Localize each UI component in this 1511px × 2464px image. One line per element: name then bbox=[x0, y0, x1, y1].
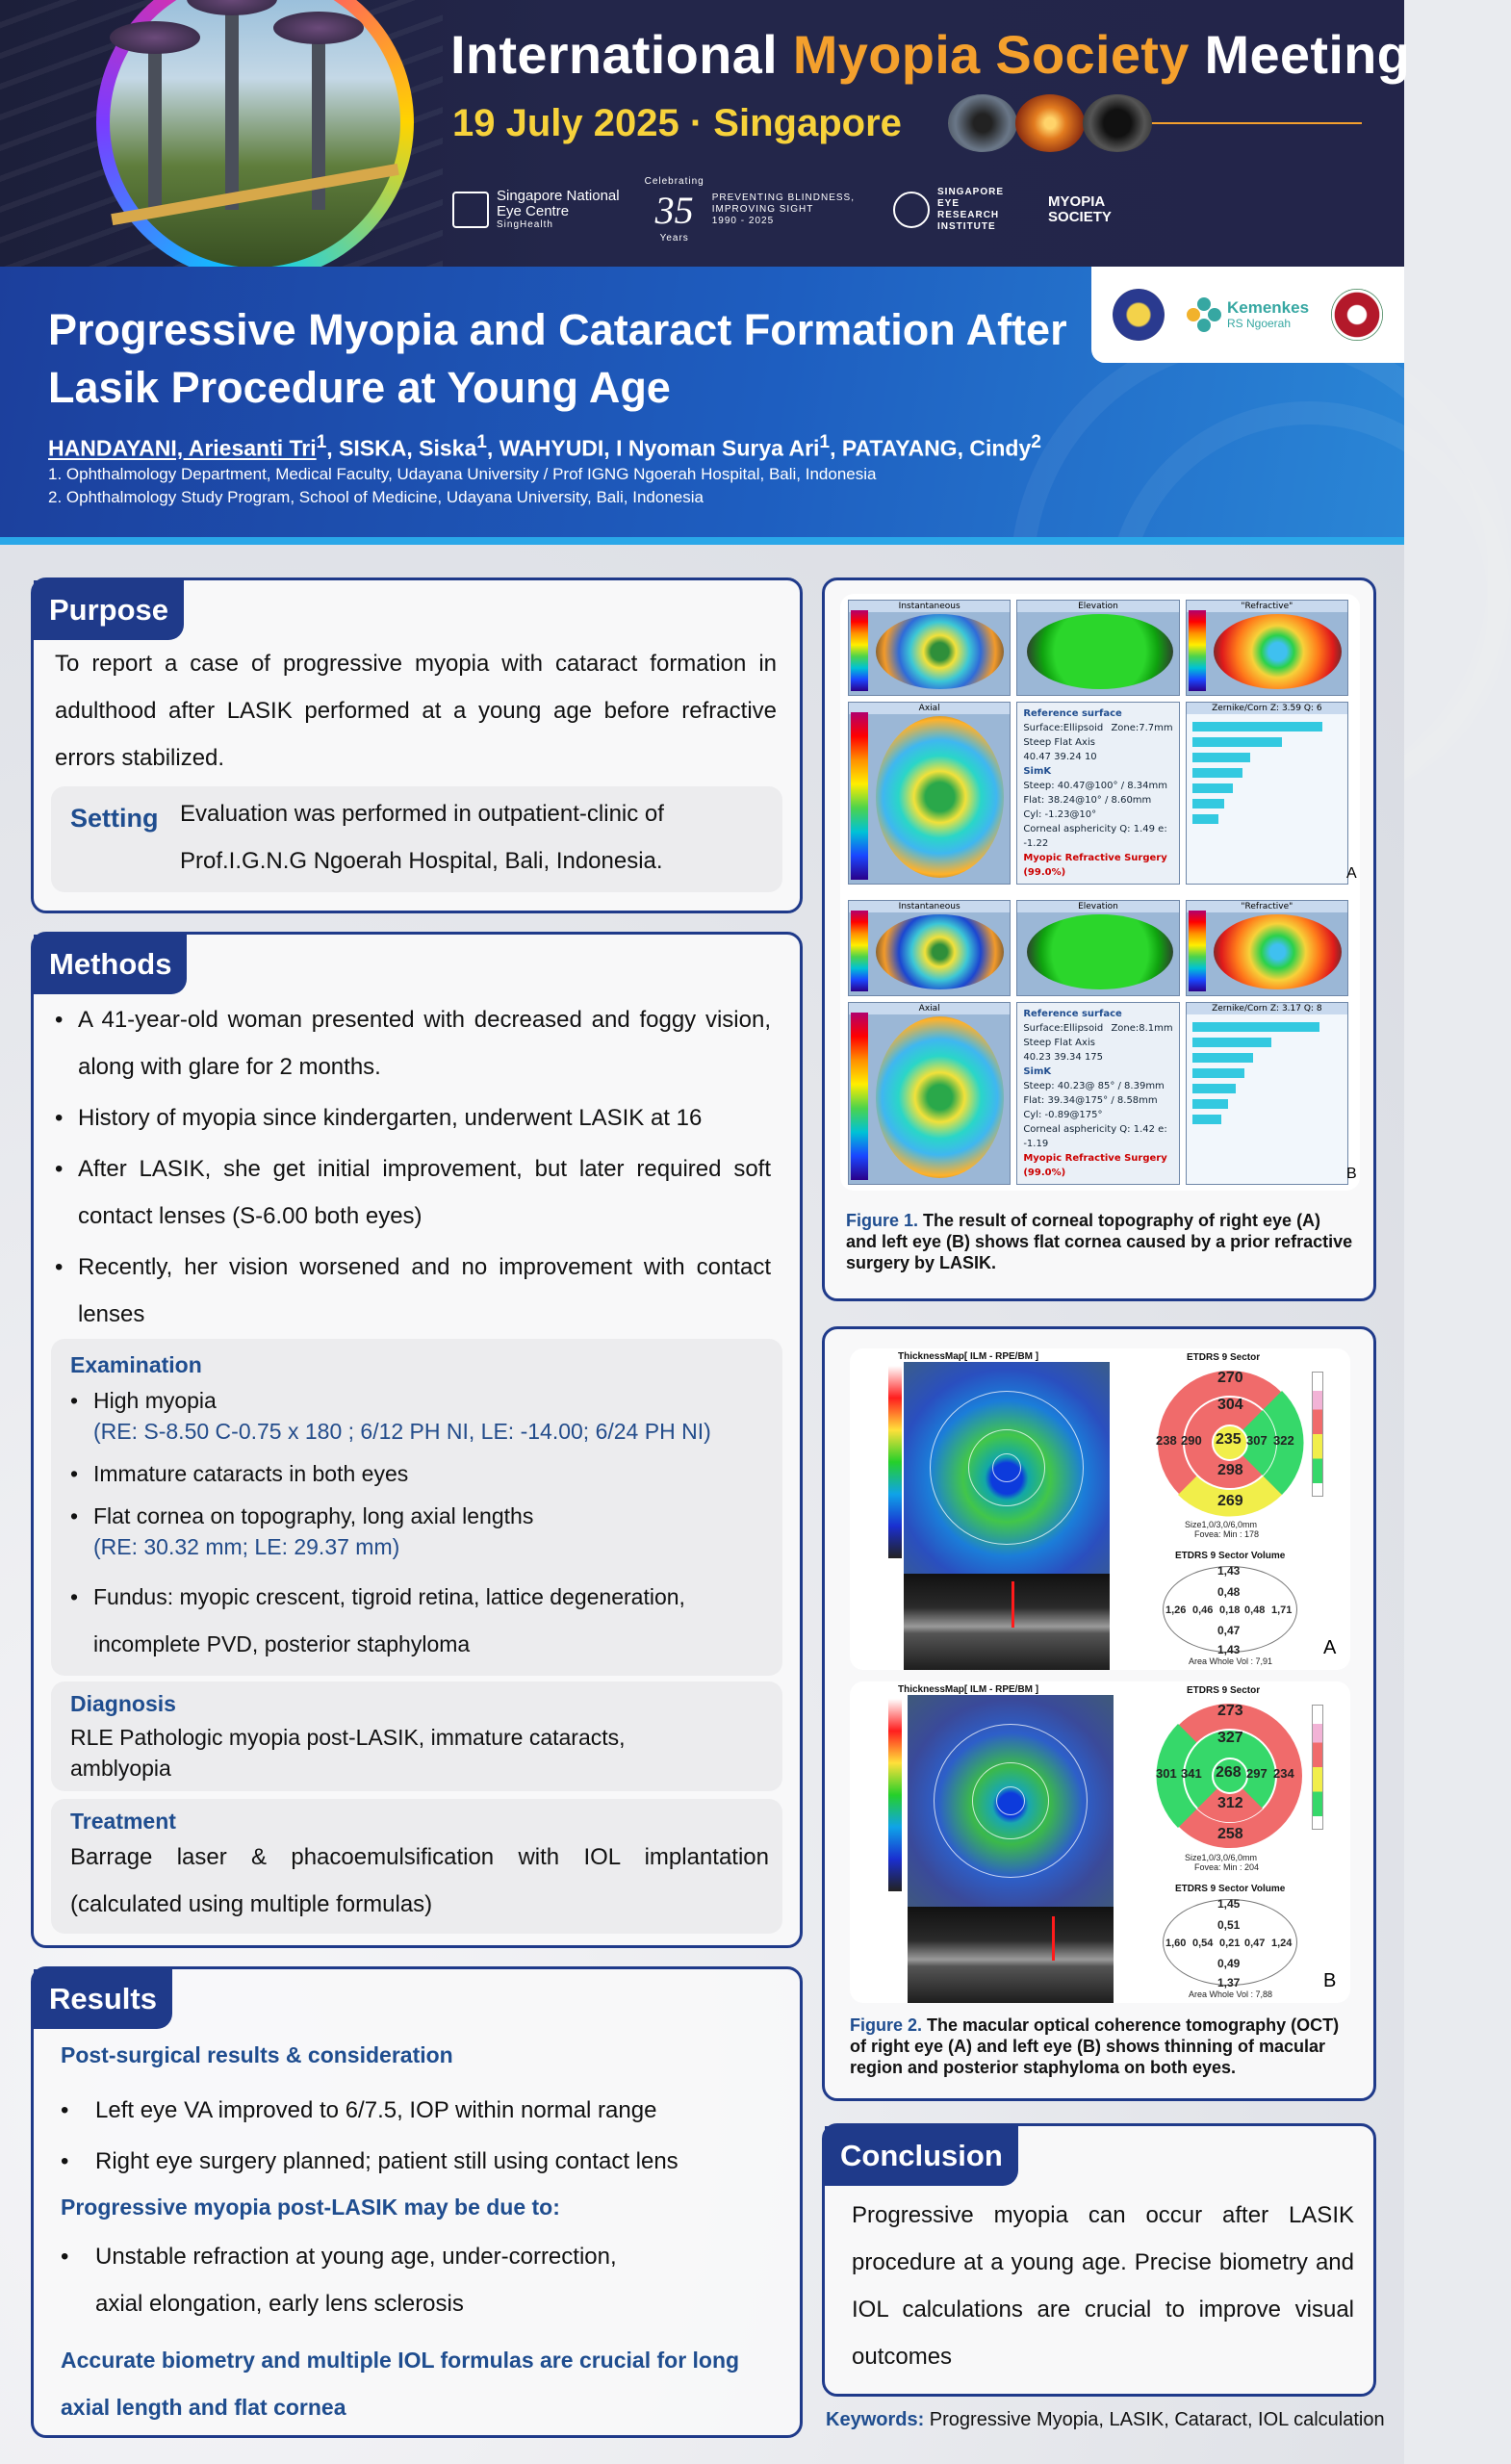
author-2: , SISKA, Siska bbox=[326, 435, 477, 461]
fovea-min: Fovea: Min : 204 bbox=[1194, 1862, 1260, 1872]
staphyloma-arrow bbox=[1052, 1916, 1055, 1961]
topo-map-instantaneous bbox=[848, 900, 1011, 996]
percentile-scale bbox=[1312, 1372, 1323, 1497]
sector-size: Size1,0/3,0/6,0mm bbox=[1185, 1853, 1258, 1862]
sector-value: 307 bbox=[1246, 1433, 1268, 1448]
volume-value: 1,43 bbox=[1217, 1643, 1241, 1656]
conference-title-part1: International bbox=[450, 24, 793, 85]
eye-photo-1 bbox=[948, 94, 1017, 152]
methods-item: • Recently, her vision worsened and no improvement with contact lenses bbox=[55, 1244, 771, 1338]
conclusion-text: Progressive myopia can occur after LASIK procedure at a young age. Precise biometry and IOL calculations are crucial to improve visual outcomes bbox=[852, 2202, 1354, 2370]
zernike-bars bbox=[1186, 702, 1348, 885]
volume-value: 0,18 bbox=[1219, 1604, 1241, 1616]
sector-value: 301 bbox=[1156, 1766, 1177, 1781]
supertree-image bbox=[110, 0, 400, 268]
sector-value: 341 bbox=[1181, 1766, 1202, 1781]
simk-flat: Flat: 39.34@175° / 8.58mm bbox=[1023, 1095, 1158, 1106]
conference-title-part2: Meeting bbox=[1189, 24, 1411, 85]
fig1-letter-b: B bbox=[1346, 1166, 1357, 1182]
examination-heading: Examination bbox=[70, 1352, 202, 1377]
poster-header bbox=[0, 267, 1404, 545]
sector-value: 327 bbox=[1217, 1730, 1243, 1746]
tagline: PREVENTING BLINDNESS, IMPROVING SIGHT bbox=[711, 192, 856, 215]
etdrs-volume-title: ETDRS 9 Sector Volume bbox=[1175, 1551, 1286, 1561]
methods-panel bbox=[31, 932, 803, 1948]
volume-value: 0,47 bbox=[1244, 1938, 1266, 1949]
zernike-bar bbox=[1192, 1068, 1244, 1078]
zernike-bar bbox=[1192, 1084, 1236, 1093]
author-2-affil: 1 bbox=[476, 432, 487, 452]
zone-size: Zone:8.1mm bbox=[1111, 1023, 1173, 1034]
topo-map-title: Elevation bbox=[1017, 901, 1178, 912]
surface-type: Surface:Ellipsoid bbox=[1023, 723, 1104, 733]
classification: Myopic Refractive Surgery (99.0%) bbox=[1023, 853, 1167, 878]
volume-value: 0,21 bbox=[1219, 1938, 1241, 1949]
zernike-bar bbox=[1192, 753, 1250, 762]
results-item: • Unstable refraction at young age, under-correction, axial elongation, early lens sclerosis bbox=[61, 2233, 657, 2327]
results-panel bbox=[31, 1966, 803, 2438]
sector-size: Size1,0/3,0/6,0mm bbox=[1185, 1520, 1258, 1529]
topo-map-instantaneous bbox=[848, 600, 1011, 696]
sector-value: 304 bbox=[1217, 1397, 1243, 1413]
seri-logo bbox=[893, 187, 1004, 233]
sector-value: 298 bbox=[1217, 1462, 1243, 1478]
fundus-photo bbox=[1015, 94, 1085, 152]
simk-flat: Flat: 38.24@10° / 8.60mm bbox=[1023, 795, 1152, 806]
conference-date: 19 July 2025 · Singapore bbox=[452, 102, 902, 144]
keywords-text: Progressive Myopia, LASIK, Cataract, IOL calculation bbox=[924, 2409, 1385, 2430]
snec-icon bbox=[452, 192, 489, 228]
author-1-affil: 1 bbox=[316, 432, 327, 452]
data-columns: Steep Flat Axis bbox=[1023, 737, 1095, 748]
purpose-heading: Purpose bbox=[34, 580, 184, 640]
data-values: 40.23 39.34 175 bbox=[1023, 1052, 1104, 1063]
eye-images-strip bbox=[948, 94, 1304, 152]
conference-title bbox=[450, 23, 1410, 86]
supertree-1 bbox=[148, 46, 162, 210]
etdrs-volume-title: ETDRS 9 Sector Volume bbox=[1175, 1884, 1286, 1894]
zernike-bars bbox=[1186, 1002, 1348, 1185]
topo-map-title: Instantaneous bbox=[849, 901, 1010, 912]
zernike-bar bbox=[1192, 737, 1282, 747]
results-heading: Results bbox=[34, 1969, 172, 2029]
zernike-bar bbox=[1192, 768, 1243, 778]
fig2-letter-a: A bbox=[1323, 1637, 1337, 1658]
exam-item-text: Immature cataracts in both eyes bbox=[93, 1461, 409, 1486]
topo-map-title: "Refractive" bbox=[1187, 901, 1347, 912]
exam-item-detail: (RE: 30.32 mm; LE: 29.37 mm) bbox=[93, 1534, 400, 1559]
35-years-logo bbox=[645, 176, 855, 244]
zernike-z: Z: 3.59 Q: 6 bbox=[1269, 704, 1322, 713]
treatment-box bbox=[51, 1799, 782, 1934]
topo-map-title: Instantaneous bbox=[849, 601, 1010, 612]
oct-map-title: ThicknessMap[ ILM - RPE/BM ] bbox=[898, 1351, 1039, 1362]
staphyloma-arrow bbox=[1012, 1581, 1014, 1628]
topo-map-title: Elevation bbox=[1017, 601, 1178, 612]
volume-total: Area Whole Vol : 7,88 bbox=[1189, 1989, 1273, 1999]
oct-color-scale bbox=[888, 1366, 902, 1558]
exam-item-detail: (RE: S-8.50 C-0.75 x 180 ; 6/12 PH NI, LE: -14.00; 6/24 PH NI) bbox=[93, 1419, 711, 1444]
author-1: HANDAYANI, Ariesanti Tri bbox=[48, 435, 317, 461]
methods-heading: Methods bbox=[34, 935, 187, 994]
oct-bscan bbox=[904, 1574, 1110, 1670]
sector-value: 322 bbox=[1273, 1433, 1294, 1448]
data-columns: Steep Flat Axis bbox=[1023, 1038, 1095, 1048]
zernike-bar bbox=[1192, 1115, 1221, 1124]
conclusion-panel bbox=[822, 2123, 1376, 2397]
zernike-bar bbox=[1192, 1022, 1319, 1032]
tagline-years: 1990 - 2025 bbox=[711, 216, 775, 226]
ims-logo bbox=[1048, 194, 1112, 225]
author-3-affil: 1 bbox=[819, 432, 831, 452]
zernike-bar bbox=[1192, 722, 1322, 732]
zernike-z: Z: 3.17 Q: 8 bbox=[1269, 1004, 1322, 1014]
data-values: 40.47 39.24 10 bbox=[1023, 752, 1097, 762]
exam-item-text: High myopia bbox=[93, 1388, 217, 1413]
examination-list bbox=[70, 1385, 769, 1668]
diagnosis-text: RLE Pathologic myopia post-LASIK, immature cataracts, amblyopia bbox=[70, 1725, 626, 1781]
results-list-1 bbox=[61, 2085, 754, 2187]
figure2-caption-text: The macular optical coherence tomography (OCT) of right eye (A) and left eye (B) shows thinning of macular region and posterior staphyloma on both eyes. bbox=[850, 2015, 1340, 2077]
volume-total: Area Whole Vol : 7,91 bbox=[1189, 1656, 1273, 1666]
purpose-panel bbox=[31, 578, 803, 913]
zernike-header bbox=[1187, 1003, 1347, 1014]
figure2-panel bbox=[822, 1326, 1376, 2101]
volume-value: 0,51 bbox=[1217, 1918, 1241, 1932]
results-subheading-1: Post-surgical results & consideration bbox=[61, 2042, 453, 2067]
simk-cyl: Cyl: -0.89@175° bbox=[1023, 1110, 1103, 1120]
affiliation-2: 2. Ophthalmology Study Program, School of Medicine, Udayana University, Bali, Indonesia bbox=[48, 488, 704, 506]
volume-value: 1,24 bbox=[1271, 1938, 1293, 1949]
oct-thickness-map bbox=[904, 1362, 1110, 1574]
volume-value: 1,43 bbox=[1217, 1564, 1241, 1578]
results-subheading-2: Progressive myopia post-LASIK may be due to: bbox=[61, 2194, 560, 2220]
sector-value: 235 bbox=[1216, 1431, 1242, 1448]
corneal-asphericity: Corneal asphericity Q: 1.49 e: -1.22 bbox=[1023, 824, 1167, 849]
kemenkes-logo bbox=[1187, 297, 1309, 332]
sector-value: 270 bbox=[1217, 1370, 1243, 1386]
oct-right-eye bbox=[850, 1348, 1350, 1670]
poster-title: Progressive Myopia and Cataract Formation After Lasik Procedure at Young Age bbox=[48, 305, 1067, 412]
topo-data-table bbox=[1016, 1002, 1179, 1185]
snec-sub: SingHealth bbox=[497, 219, 553, 230]
topo-map-elevation bbox=[1016, 600, 1179, 696]
zernike-bar bbox=[1192, 1099, 1229, 1109]
sector-value: 273 bbox=[1217, 1703, 1243, 1719]
sponsor-logos bbox=[1091, 267, 1404, 363]
simk-steep: Steep: 40.23@ 85° / 8.39mm bbox=[1023, 1081, 1165, 1091]
results-item: • Left eye VA improved to 6/7.5, IOP within normal range bbox=[61, 2085, 754, 2136]
topo-data-table bbox=[1016, 702, 1179, 885]
zernike-bar bbox=[1192, 1053, 1253, 1063]
partner-logos bbox=[452, 175, 1112, 244]
zernike-title: Zernike/Corn bbox=[1212, 1004, 1268, 1014]
eye-photo-3 bbox=[1083, 94, 1152, 152]
topography-right-eye bbox=[848, 600, 1348, 885]
seri-icon bbox=[893, 192, 930, 228]
conference-banner bbox=[0, 0, 1411, 267]
volume-value: 1,45 bbox=[1217, 1897, 1241, 1911]
figure1-panel bbox=[822, 578, 1376, 1301]
treatment-text: Barrage laser & phacoemulsification with IOL implantation (calculated using multiple formulas) bbox=[70, 1844, 769, 1917]
oct-left-eye bbox=[850, 1681, 1350, 2003]
topo-map-title: Axial bbox=[849, 703, 1010, 714]
sector-value: 312 bbox=[1217, 1795, 1243, 1811]
header-bottom-bar bbox=[0, 537, 1404, 545]
methods-item: • After LASIK, she get initial improvement, but later required soft contact lenses (S-6.00 both eyes) bbox=[55, 1145, 771, 1240]
zone-size: Zone:7.7mm bbox=[1111, 723, 1173, 733]
volume-value: 0,46 bbox=[1192, 1604, 1214, 1616]
volume-value: 0,49 bbox=[1217, 1957, 1241, 1970]
oct-color-scale bbox=[888, 1699, 902, 1891]
exam-item: • High myopia (RE: S-8.50 C-0.75 x 180 ; 6/12 PH NI, LE: -14.00; 6/24 PH NI) bbox=[70, 1388, 711, 1444]
volume-value: 0,47 bbox=[1217, 1624, 1241, 1637]
simk-steep: Steep: 40.47@100° / 8.34mm bbox=[1023, 781, 1167, 791]
examination-box bbox=[51, 1339, 782, 1676]
zernike-bar bbox=[1192, 1038, 1272, 1047]
corneal-topography bbox=[840, 594, 1360, 1191]
results-list-2 bbox=[61, 2233, 657, 2327]
methods-list bbox=[55, 996, 771, 1338]
kemenkes-name: Kemenkes bbox=[1226, 298, 1310, 317]
corneal-asphericity: Corneal asphericity Q: 1.42 e: -1.19 bbox=[1023, 1124, 1167, 1149]
purpose-text: To report a case of progressive myopia with cataract formation in adulthood after LASIK performed at a young age before refractive errors stabilized. bbox=[55, 651, 777, 771]
simk-label: SimK bbox=[1023, 766, 1052, 777]
classification: Myopic Refractive Surgery (99.0%) bbox=[1023, 1153, 1167, 1178]
author-list bbox=[48, 432, 1041, 462]
sector-value: 258 bbox=[1217, 1826, 1243, 1842]
years-number: 35 bbox=[654, 188, 694, 232]
figure1-caption bbox=[846, 1210, 1356, 1273]
topo-map-refractive bbox=[1186, 600, 1348, 696]
topo-map-title: Axial bbox=[849, 1003, 1010, 1014]
sector-value: 238 bbox=[1156, 1433, 1177, 1448]
etdrs-sector-title: ETDRS 9 Sector bbox=[1187, 1685, 1261, 1696]
zernike-bar bbox=[1192, 814, 1218, 824]
exam-item: • Flat cornea on topography, long axial lengths (RE: 30.32 mm; LE: 29.37 mm) bbox=[70, 1503, 534, 1559]
topography-left-eye bbox=[848, 900, 1348, 1185]
topo-map-axial bbox=[848, 702, 1011, 885]
volume-value: 1,37 bbox=[1217, 1976, 1241, 1989]
ref-surface-label: Reference surface bbox=[1023, 708, 1122, 719]
volume-value: 0,48 bbox=[1217, 1585, 1241, 1599]
results-item: • Right eye surgery planned; patient still using contact lens bbox=[61, 2136, 754, 2187]
volume-value: 1,26 bbox=[1165, 1604, 1187, 1616]
exam-item-text: Flat cornea on topography, long axial lengths bbox=[93, 1503, 534, 1528]
figure2-label: Figure 2. bbox=[850, 2015, 923, 2035]
fovea-min: Fovea: Min : 178 bbox=[1194, 1529, 1260, 1539]
setting-label: Setting bbox=[70, 804, 159, 833]
affiliation-1: 1. Ophthalmology Department, Medical Faculty, Udayana University / Prof IGNG Ngoerah Hospital, Bali, Indonesia bbox=[48, 465, 877, 483]
zernike-header bbox=[1187, 703, 1347, 714]
zernike-bar bbox=[1192, 799, 1224, 808]
oct-thickness-map bbox=[908, 1695, 1114, 1907]
hospital-seal bbox=[1331, 289, 1383, 341]
treatment-heading: Treatment bbox=[70, 1809, 176, 1834]
fig2-letter-b: B bbox=[1323, 1970, 1337, 1991]
simk-label: SimK bbox=[1023, 1066, 1052, 1077]
snec-logo bbox=[452, 189, 620, 231]
topo-map-title: "Refractive" bbox=[1187, 601, 1347, 612]
methods-item: • A 41-year-old woman presented with decreased and foggy vision, along with glare for 2 months. bbox=[55, 996, 771, 1091]
zernike-bar bbox=[1192, 783, 1233, 793]
ref-surface-label: Reference surface bbox=[1023, 1009, 1122, 1019]
celebrating-label: Celebrating bbox=[644, 175, 704, 187]
years-word: Years bbox=[659, 232, 689, 244]
setting-text: Evaluation was performed in outpatient-clinic of Prof.I.G.N.G Ngoerah Hospital, Bali, Indonesia. bbox=[180, 801, 664, 874]
sector-value: 268 bbox=[1216, 1764, 1242, 1781]
simk-cyl: Cyl: -1.23@10° bbox=[1023, 809, 1097, 820]
volume-value: 0,54 bbox=[1192, 1938, 1214, 1949]
volume-value: 0,48 bbox=[1244, 1604, 1266, 1616]
figure1-caption-text: The result of corneal topography of right eye (A) and left eye (B) shows flat cornea caused by a prior refractive surgery by LASIK. bbox=[846, 1211, 1353, 1272]
oct-map-title: ThicknessMap[ ILM - RPE/BM ] bbox=[898, 1684, 1039, 1695]
etdrs-sector-title: ETDRS 9 Sector bbox=[1187, 1352, 1261, 1363]
methods-item: • History of myopia since kindergarten, underwent LASIK at 16 bbox=[55, 1094, 771, 1142]
percentile-scale bbox=[1312, 1705, 1323, 1830]
topo-map-axial bbox=[848, 1002, 1011, 1185]
sector-value: 269 bbox=[1217, 1493, 1243, 1509]
setting-box bbox=[51, 786, 782, 892]
keywords-line bbox=[826, 2409, 1385, 2431]
conference-title-accent: Myopia Society bbox=[792, 24, 1190, 85]
figure1-label: Figure 1. bbox=[846, 1211, 919, 1230]
university-seal bbox=[1113, 289, 1165, 341]
keywords-label: Keywords: bbox=[826, 2409, 925, 2430]
author-4: , PATAYANG, Cindy bbox=[830, 435, 1032, 461]
diagnosis-heading: Diagnosis bbox=[70, 1691, 176, 1716]
figure2-caption bbox=[850, 2015, 1360, 2078]
exam-item-text: Fundus: myopic crescent, tigroid retina, lattice degeneration, incomplete PVD, posterior staphyloma bbox=[93, 1584, 685, 1656]
diagnosis-box bbox=[51, 1681, 782, 1791]
topo-map-refractive bbox=[1186, 900, 1348, 996]
volume-value: 1,71 bbox=[1271, 1604, 1293, 1616]
conclusion-heading: Conclusion bbox=[825, 2126, 1018, 2186]
zernike-title: Zernike/Corn bbox=[1212, 704, 1268, 713]
fig1-letter-a: A bbox=[1346, 865, 1357, 882]
surface-type: Surface:Ellipsoid bbox=[1023, 1023, 1104, 1034]
topo-map-elevation bbox=[1016, 900, 1179, 996]
exam-item: • Immature cataracts in both eyes bbox=[70, 1461, 409, 1486]
results-conclusion-line: Accurate biometry and multiple IOL formulas are crucial for long axial length and flat cornea bbox=[61, 2348, 740, 2420]
sector-value: 297 bbox=[1246, 1766, 1268, 1781]
author-4-affil: 2 bbox=[1031, 432, 1041, 452]
sector-value: 290 bbox=[1181, 1433, 1202, 1448]
kemenkes-icon bbox=[1187, 297, 1221, 332]
ims-name: MYOPIA SOCIETY bbox=[1048, 193, 1112, 225]
supertree-2 bbox=[225, 8, 239, 210]
author-3: , WAHYUDI, I Nyoman Surya Ari bbox=[486, 435, 820, 461]
kemenkes-sub: RS Ngoerah bbox=[1226, 317, 1292, 330]
volume-value: 1,60 bbox=[1165, 1938, 1187, 1949]
sector-value: 234 bbox=[1273, 1766, 1294, 1781]
oct-bscan bbox=[908, 1907, 1114, 2003]
exam-item: • Fundus: myopic crescent, tigroid retina, lattice degeneration, incomplete PVD, posterior staphyloma bbox=[70, 1584, 685, 1656]
snec-name: Singapore National Eye Centre bbox=[497, 188, 620, 219]
seri-name: SINGAPORE EYE RESEARCH INSTITUTE bbox=[937, 187, 1005, 232]
